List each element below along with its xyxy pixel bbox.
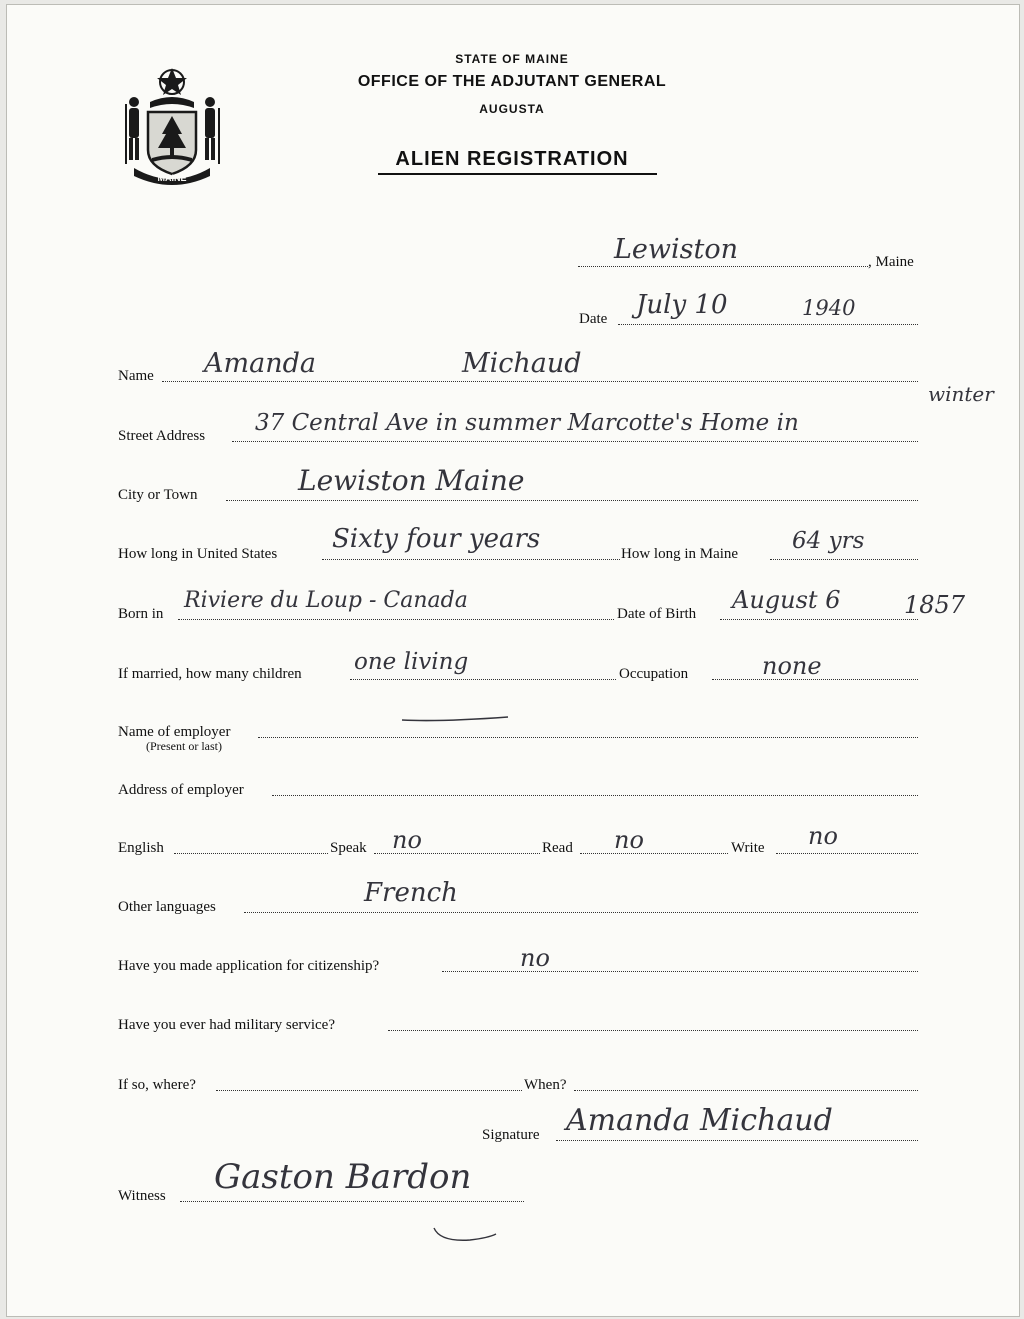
signature-value: Amanda Michaud [566, 1103, 833, 1138]
place-line [578, 266, 868, 267]
where-line [216, 1090, 522, 1091]
children-value: one living [354, 649, 469, 675]
name-last: Michaud [462, 348, 582, 379]
page-title: ALIEN REGISTRATION [395, 148, 629, 170]
occupation-value: none [762, 652, 822, 680]
employer-address-label: Address of employer [118, 782, 244, 798]
date-year: 1940 [802, 296, 856, 320]
date-of-birth-year: 1857 [904, 591, 966, 619]
write-label: Write [731, 840, 765, 856]
name-label: Name [118, 368, 154, 384]
citizenship-line [442, 971, 918, 972]
city-value: Lewiston Maine [298, 464, 525, 497]
city-label: City or Town [118, 487, 198, 503]
occupation-label: Occupation [619, 666, 689, 682]
street-address-line [232, 441, 918, 442]
born-in-label: Born in [118, 606, 164, 622]
employer-address-line [272, 795, 918, 796]
citizenship-label: Have you made application for citizenship? [118, 958, 380, 974]
military-line [388, 1030, 918, 1031]
how-long-maine-label: How long in Maine [621, 546, 739, 562]
name-first: Amanda [204, 348, 316, 379]
children-line [350, 679, 616, 680]
how-long-maine-value: 64 yrs [792, 528, 865, 554]
date-label: Date [579, 311, 608, 327]
witness-value: Gaston Bardon [214, 1157, 472, 1197]
place-suffix: , Maine [868, 254, 914, 270]
other-languages-label: Other languages [118, 899, 216, 915]
how-long-us-label: How long in United States [118, 546, 278, 562]
title-underline [378, 173, 657, 175]
citizenship-value: no [520, 944, 550, 972]
how-long-us-line [322, 559, 620, 560]
street-address-label: Street Address [118, 428, 206, 444]
how-long-us-value: Sixty four years [332, 524, 541, 554]
english-label: English [118, 840, 164, 856]
employer-name-stroke [400, 712, 510, 726]
registration-form [6, 4, 1020, 1317]
read-line [580, 853, 728, 854]
other-languages-line [244, 912, 918, 913]
born-in-line [178, 619, 614, 620]
speak-value: no [392, 826, 422, 854]
write-value: no [808, 822, 838, 850]
employer-name-line [258, 737, 918, 738]
header-state: STATE OF MAINE [455, 52, 569, 66]
children-label: If married, how many children [118, 666, 302, 682]
witness-flourish [430, 1222, 500, 1246]
witness-label: Witness [118, 1188, 166, 1204]
write-line [776, 853, 918, 854]
date-line [618, 324, 918, 325]
name-line [162, 381, 918, 382]
read-value: no [614, 826, 644, 854]
where-label: If so, where? [118, 1077, 196, 1093]
born-in-value: Riviere du Loup - Canada [184, 588, 468, 613]
city-line [226, 500, 918, 501]
signature-label: Signature [482, 1127, 540, 1143]
speak-label: Speak [330, 840, 367, 856]
employer-name-sublabel: (Present or last) [146, 739, 222, 753]
when-label: When? [524, 1077, 567, 1093]
street-address-annotation: winter [928, 382, 994, 406]
read-label: Read [542, 840, 573, 856]
signature-line [556, 1140, 918, 1141]
english-line [174, 853, 328, 854]
witness-line [180, 1201, 524, 1202]
place-value: Lewiston [614, 234, 739, 265]
header-city: AUGUSTA [479, 102, 545, 116]
date-of-birth-value: August 6 [732, 586, 841, 614]
when-line [574, 1090, 918, 1091]
svg-text:MAINE: MAINE [157, 173, 187, 183]
date-month-day: July 10 [636, 290, 728, 320]
street-address-value: 37 Central Ave in summer Marcotte's Home in [255, 410, 799, 436]
how-long-maine-line [770, 559, 918, 560]
header-office: OFFICE OF THE ADJUTANT GENERAL [357, 73, 667, 90]
military-label: Have you ever had military service? [118, 1017, 335, 1033]
date-of-birth-label: Date of Birth [617, 606, 697, 622]
date-of-birth-line [720, 619, 918, 620]
other-languages-value: French [364, 878, 458, 908]
employer-name-label: Name of employer [118, 724, 231, 740]
